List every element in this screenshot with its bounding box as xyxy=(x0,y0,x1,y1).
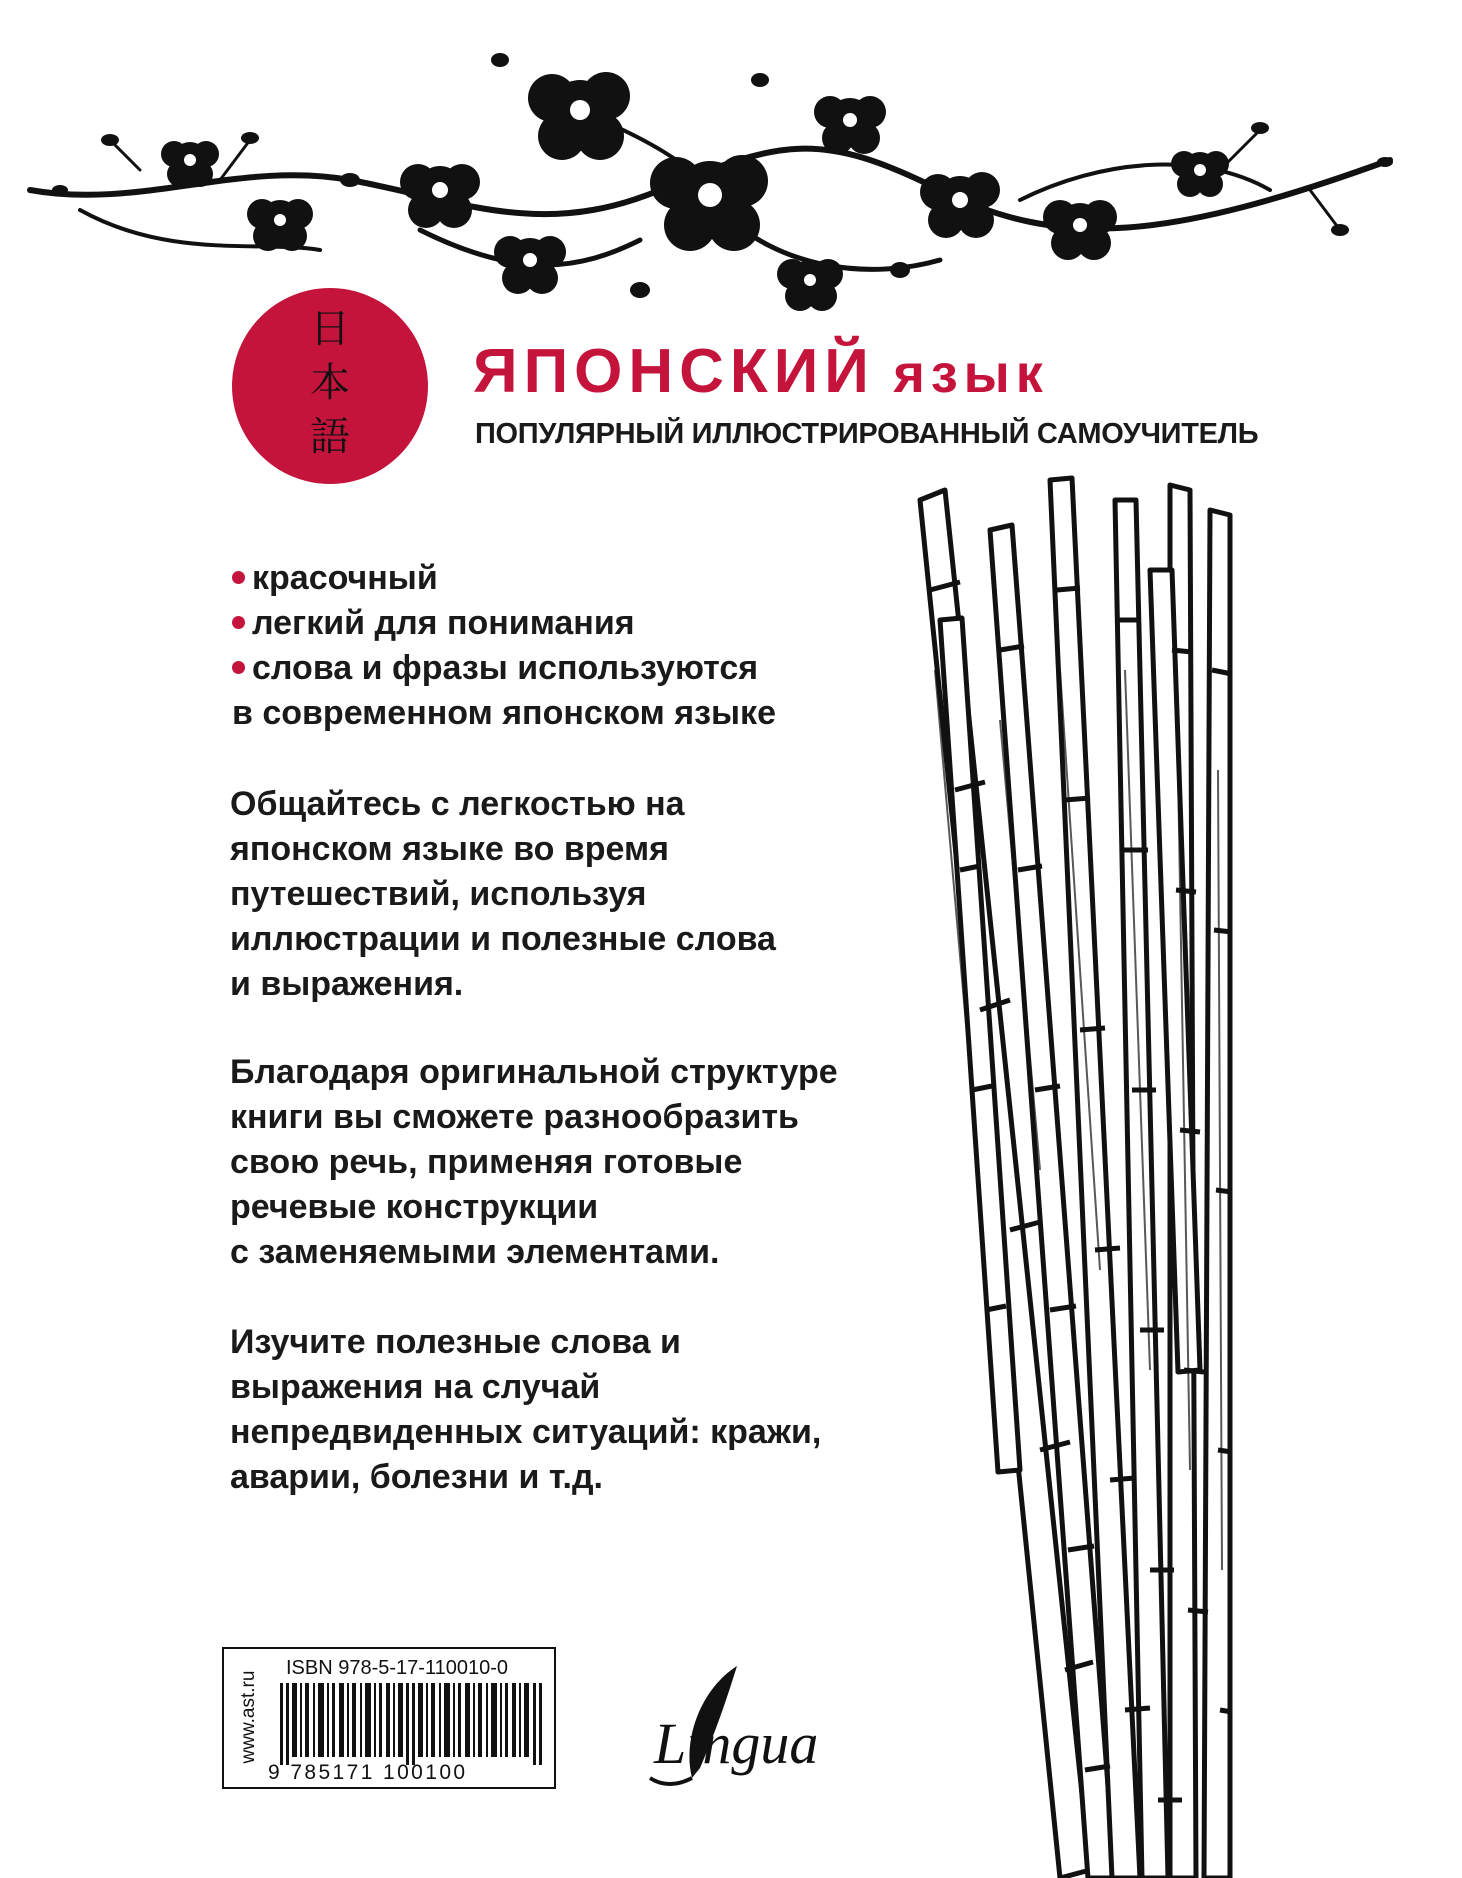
paragraph-1 xyxy=(230,782,776,1007)
list-item xyxy=(232,646,776,691)
bullet-text: слова и фразы используются xyxy=(252,649,759,687)
paragraph-line: книги вы сможете разнообразить xyxy=(230,1098,799,1136)
title-small: язык xyxy=(893,344,1049,404)
paragraph-line: и выражения. xyxy=(230,965,464,1003)
paragraph-line: Общайтесь с легкостью на xyxy=(230,785,685,823)
kanji-char: 語 xyxy=(310,414,350,460)
kanji-char: 日 xyxy=(310,306,350,352)
book-title xyxy=(473,336,1049,407)
paragraph-line: путешествий, используя xyxy=(230,875,647,913)
isbn-number: ISBN 978-5-17-110010-0 xyxy=(286,1657,508,1679)
bullet-text: красочный xyxy=(252,559,438,597)
publisher-logo xyxy=(622,1658,862,1798)
barcode-bars xyxy=(280,1683,542,1765)
bullet-dot-icon xyxy=(232,661,245,674)
isbn-barcode xyxy=(222,1647,556,1789)
paragraph-3 xyxy=(230,1320,821,1500)
bullet-dot-icon xyxy=(232,571,245,584)
paragraph-line: Изучите полезные слова и xyxy=(230,1323,681,1361)
publisher-website: www.ast.ru xyxy=(238,1670,259,1764)
list-item xyxy=(232,556,776,601)
paragraph-line: с заменяемыми элементами. xyxy=(230,1233,720,1271)
paragraph-line: свою речь, применяя готовые xyxy=(230,1143,743,1181)
kanji-circle-badge xyxy=(232,288,428,484)
feature-list xyxy=(232,556,776,736)
kanji-column xyxy=(232,302,428,464)
bullet-continuation: в современном японском языке xyxy=(232,694,776,732)
list-item xyxy=(232,601,776,646)
paragraph-line: японском языке во время xyxy=(230,830,670,868)
ean-number: 9 785171 100100 xyxy=(268,1761,468,1784)
paragraph-line: речевые конструкции xyxy=(230,1188,599,1226)
bullet-dot-icon xyxy=(232,616,245,629)
paragraph-line: иллюстрации и полезные слова xyxy=(230,920,776,958)
logo-text: Lingua xyxy=(654,1711,819,1776)
bullet-text: легкий для понимания xyxy=(252,604,635,642)
paragraph-line: непредвиденных ситуаций: кражи, xyxy=(230,1413,822,1451)
kanji-char: 本 xyxy=(310,360,350,406)
paragraph-line: аварии, болезни и т.д. xyxy=(230,1458,603,1496)
paragraph-line: выражения на случай xyxy=(230,1368,601,1406)
bamboo-illustration xyxy=(900,470,1240,1878)
title-main: ЯПОНСКИЙ xyxy=(473,337,875,406)
book-subtitle: ПОПУЛЯРНЫЙ ИЛЛЮСТРИРОВАННЫЙ САМОУЧИТЕЛЬ xyxy=(475,418,1259,450)
paragraph-2 xyxy=(230,1050,838,1275)
paragraph-line: Благодаря оригинальной структуре xyxy=(230,1053,838,1091)
cherry-blossom-illustration xyxy=(20,40,1410,340)
